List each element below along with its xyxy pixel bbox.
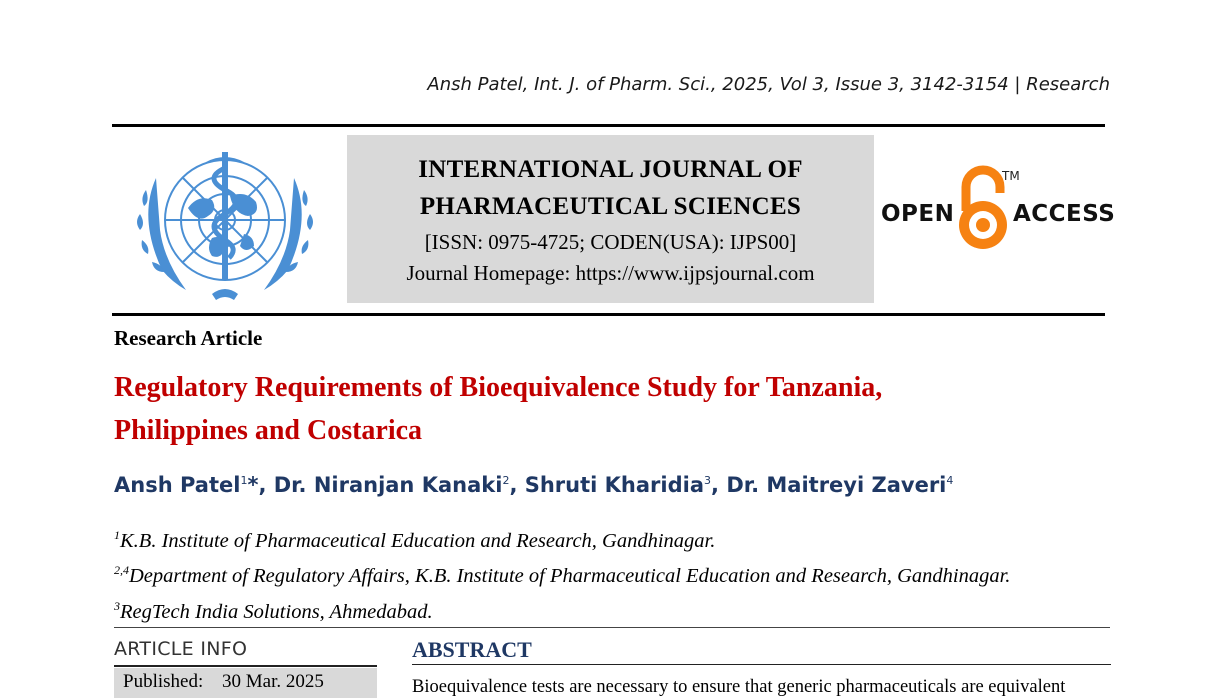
affiliation-item (114, 592, 1010, 627)
affiliation-item (114, 521, 1010, 556)
journal-name-line1: INTERNATIONAL JOURNAL OF (418, 156, 803, 183)
author-list: Ansh Patel$^1$*, Dr. Niranjan Kanaki$^2$, Shruti Kharidia$^3$, Dr. Maitreyi Zaveri$^4$ (114, 473, 954, 497)
article-title (114, 366, 1074, 452)
published-row (114, 668, 377, 698)
header-bottom-rule (112, 313, 1105, 316)
author-name[interactable]: Ansh Patel (114, 473, 241, 497)
affiliation-marker: 1 (114, 528, 120, 542)
open-access-open-text: OPEN (881, 201, 955, 227)
open-access-logo (880, 165, 1116, 255)
affiliation-marker: 3 (114, 598, 120, 613)
abstract-rule (412, 664, 1111, 665)
author-name[interactable]: Dr. Maitreyi Zaveri (726, 473, 947, 497)
affiliation-marker: 2,4 (114, 563, 129, 578)
abstract-text: Bioequivalence tests are necessary to ensure that generic pharmaceuticals are equivalent (412, 677, 1066, 697)
journal-issn: [ISSN: 0975-4725; CODEN(USA): IJPS00] (424, 230, 797, 254)
affiliation-list (114, 521, 1010, 627)
article-info-rule (114, 665, 377, 667)
running-head: Ansh Patel, Int. J. of Pharm. Sci., 2025, Vol 3, Issue 3, 3142-3154 | Research (427, 74, 1110, 95)
corresponding-author-mark: * (247, 473, 259, 497)
journal-name-line2: PHARMACEUTICAL SCIENCES (419, 193, 802, 220)
article-title-line2: Philippines and Costarica (114, 415, 423, 446)
author-affiliation-marker: 4 (946, 474, 954, 487)
affiliation-item (114, 556, 1010, 591)
trademark-text: TM (1002, 169, 1020, 183)
published-label: Published: (123, 671, 204, 692)
author-name[interactable]: Shruti Kharidia (524, 473, 705, 497)
abstract-heading: ABSTRACT (412, 637, 532, 662)
article-info-heading: ARTICLE INFO (114, 638, 248, 660)
journal-homepage[interactable]: Journal Homepage: https://www.ijpsjournal.com (406, 261, 815, 285)
open-access-access-text: ACCESS (1013, 201, 1116, 227)
published-date: 30 Mar. 2025 (222, 671, 324, 692)
article-type: Research Article (114, 326, 263, 350)
author-affiliation-marker: 2 (502, 474, 510, 487)
who-emblem-logo (126, 138, 324, 306)
article-title-line1: Regulatory Requirements of Bioequivalence Study for Tanzania, (114, 372, 883, 403)
header-top-rule (112, 124, 1105, 127)
author-affiliation-marker: 1 (240, 474, 248, 487)
affiliation-text: RegTech India Solutions, Ahmedabad. (120, 600, 433, 623)
section-divider (114, 627, 1110, 628)
author-name[interactable]: Dr. Niranjan Kanaki (273, 473, 503, 497)
journal-masthead (347, 135, 874, 303)
author-affiliation-marker: 3 (704, 474, 712, 487)
affiliation-text: K.B. Institute of Pharmaceutical Education and Research, Gandhinagar. (120, 529, 716, 552)
affiliation-text: Department of Regulatory Affairs, K.B. Institute of Pharmaceutical Education and Research, Gandhinagar. (129, 565, 1011, 588)
